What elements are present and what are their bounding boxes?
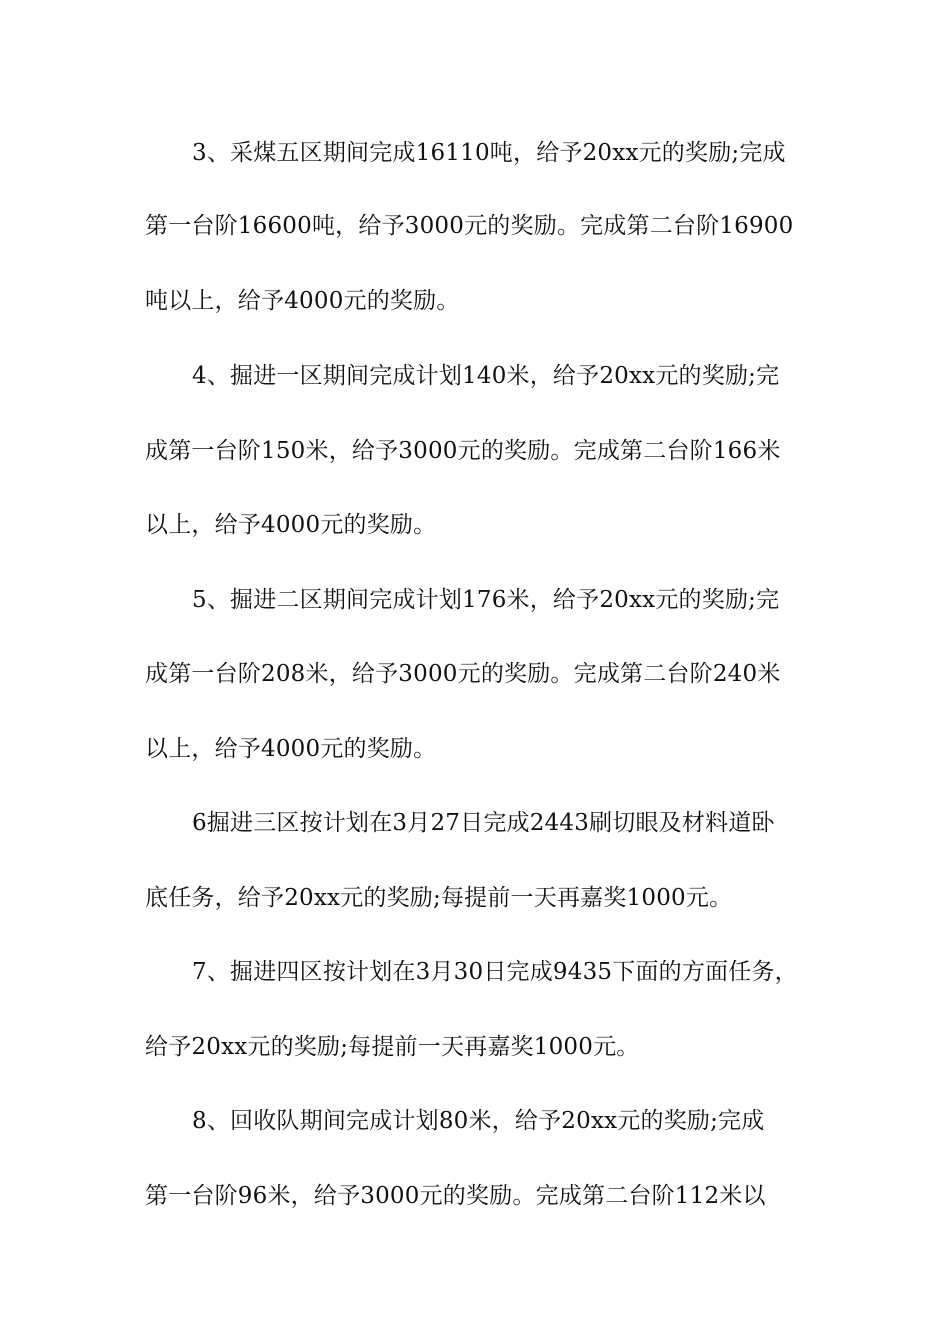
paragraph-8-line-1: 8、回收队期间完成计划80米，给予20xx元的奖励;完成 [192,1108,765,1134]
paragraph-3-line-2: 第一台阶16600吨，给予3000元的奖励。完成第二台阶16900 [145,213,794,239]
paragraph-6-line-1: 6掘进三区按计划在3月27日完成2443刷切眼及材料道卧 [192,810,775,836]
paragraph-7-line-1: 7、掘进四区按计划在3月30日完成9435下面的方面任务， [192,959,798,985]
paragraph-6-line-2: 底任务，给予20xx元的奖励;每提前一天再嘉奖1000元。 [145,885,733,911]
paragraph-4-line-1: 4、掘进一区期间完成计划140米，给予20xx元的奖励;完 [192,363,780,389]
paragraph-5-line-3: 以上，给予4000元的奖励。 [145,736,437,762]
paragraph-3-line-3: 吨以上，给予4000元的奖励。 [145,288,460,314]
paragraph-5-line-2: 成第一台阶208米，给予3000元的奖励。完成第二台阶240米 [145,661,781,687]
paragraph-7-line-2: 给予20xx元的奖励;每提前一天再嘉奖1000元。 [145,1034,640,1060]
paragraph-8-line-2: 第一台阶96米，给予3000元的奖励。完成第二台阶112米以 [145,1183,766,1209]
paragraph-4-line-3: 以上，给予4000元的奖励。 [145,512,437,538]
paragraph-3-line-1: 3、采煤五区期间完成16110吨，给予20xx元的奖励;完成 [192,140,786,166]
paragraph-4-line-2: 成第一台阶150米，给予3000元的奖励。完成第二台阶166米 [145,438,781,464]
paragraph-5-line-1: 5、掘进二区期间完成计划176米，给予20xx元的奖励;完 [192,587,780,613]
